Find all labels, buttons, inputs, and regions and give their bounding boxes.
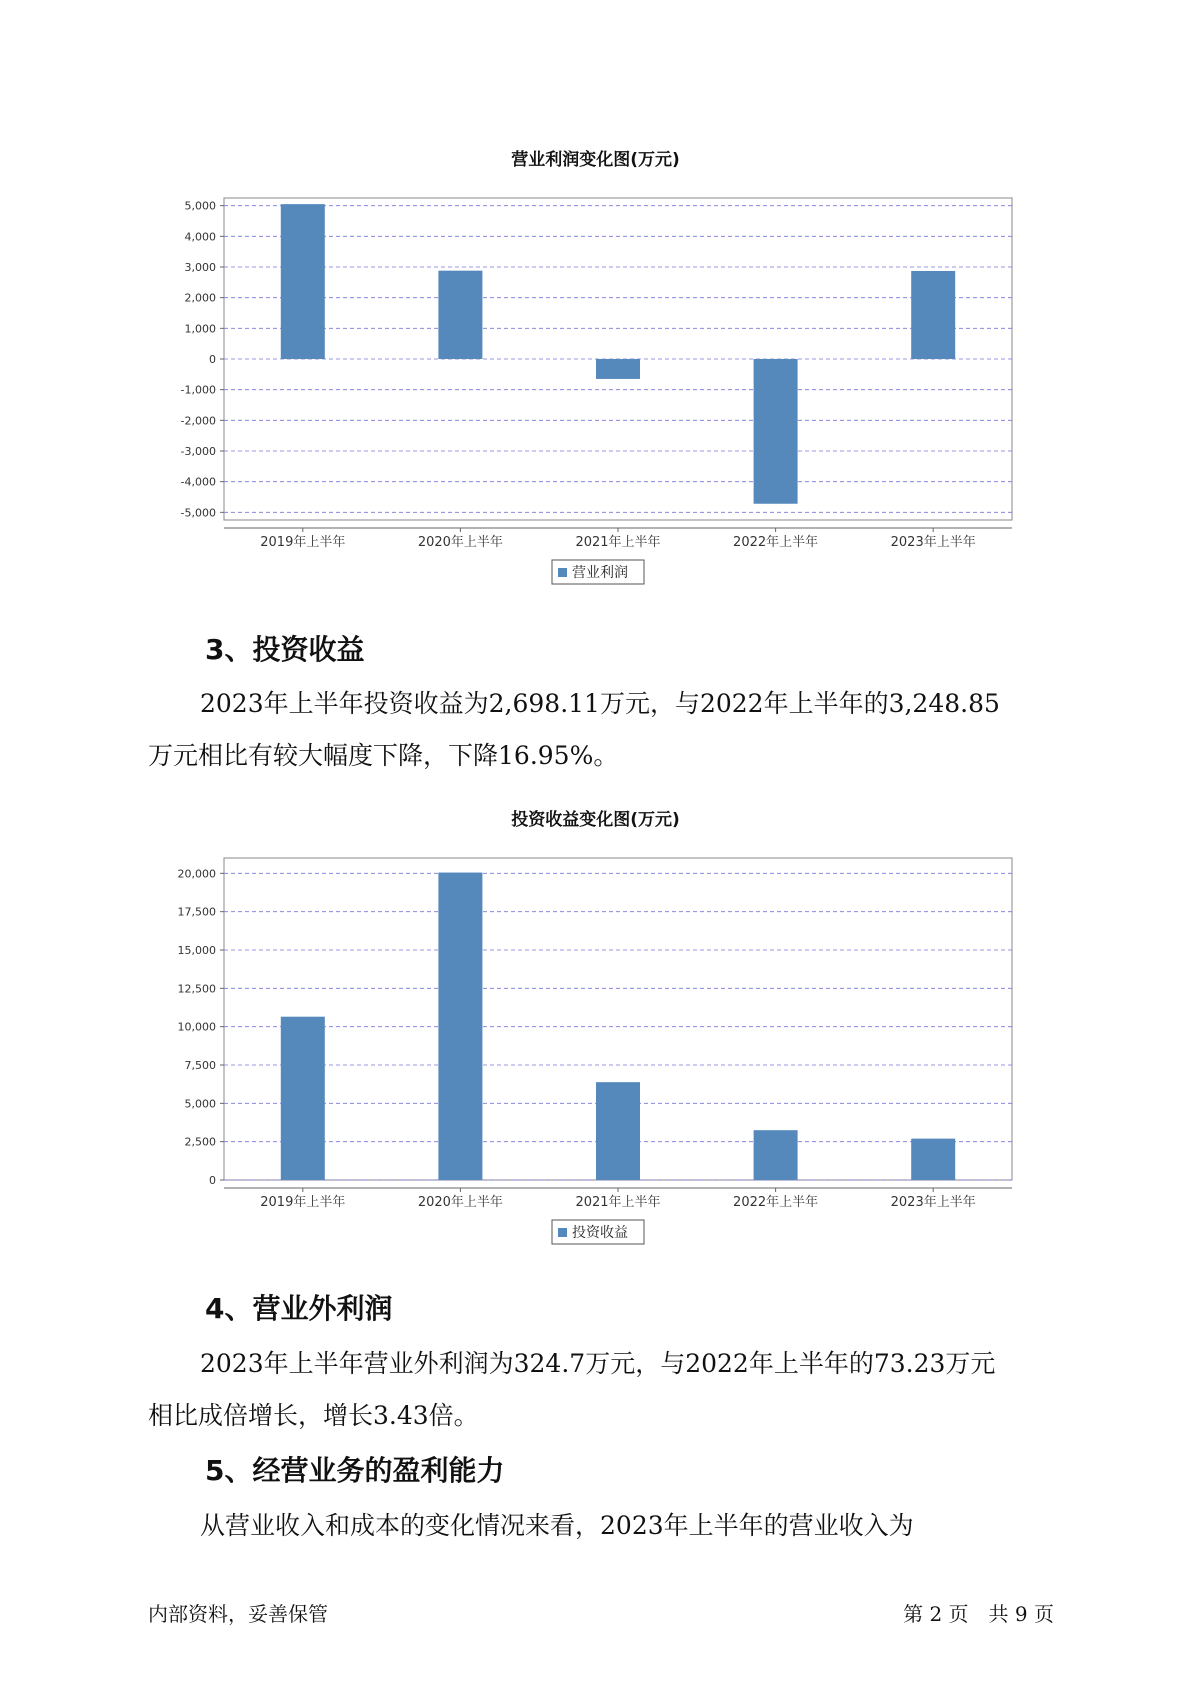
bar xyxy=(281,204,325,359)
section-heading-profitability: 5、经营业务的盈利能力 xyxy=(205,1454,505,1487)
operating-profit-chart xyxy=(0,150,1191,590)
x-tick-label: 2021年上半年 xyxy=(575,535,661,550)
chart1-title: 营业利润变化图(万元) xyxy=(511,150,680,170)
footer-confidential-note: 内部资料，妥善保管 xyxy=(148,1602,328,1626)
section-heading-investment-income: 3、投资收益 xyxy=(205,633,365,666)
legend-label: 投资收益 xyxy=(572,1225,628,1241)
paragraph-line: 从营业收入和成本的变化情况来看，2023年上半年的营业收入为 xyxy=(200,1511,914,1540)
bar xyxy=(754,359,798,504)
bar xyxy=(438,271,482,359)
chart2-title: 投资收益变化图(万元) xyxy=(511,810,680,830)
paragraph-non-operating-profit xyxy=(148,1338,1048,1442)
paragraph-line: 万元相比有较大幅度下降，下降16.95%。 xyxy=(148,741,619,770)
paragraph-investment-income xyxy=(148,678,1048,782)
y-tick-label: 3,000 xyxy=(184,261,216,274)
legend-label: 营业利润 xyxy=(572,565,628,581)
legend-swatch xyxy=(558,568,567,577)
x-tick-label: 2022年上半年 xyxy=(733,535,819,550)
y-tick-label: -1,000 xyxy=(180,383,216,397)
y-tick-label: 0 xyxy=(209,353,216,366)
x-tick-label: 2019年上半年 xyxy=(260,535,346,550)
x-tick-label: 2019年上半年 xyxy=(260,1195,346,1210)
y-tick-label: 5,000 xyxy=(184,199,216,213)
y-tick-label: -2,000 xyxy=(180,414,216,428)
x-tick-label: 2023年上半年 xyxy=(890,1195,976,1210)
x-tick-label: 2023年上半年 xyxy=(890,535,976,550)
bar xyxy=(596,359,640,379)
y-tick-label: 2,000 xyxy=(184,291,216,305)
bar xyxy=(911,1139,955,1180)
bar xyxy=(754,1130,798,1180)
section-heading-non-operating-profit: 4、营业外利润 xyxy=(205,1292,393,1325)
y-tick-label: 5,000 xyxy=(184,1097,216,1111)
y-tick-label: 0 xyxy=(209,1174,216,1187)
y-tick-label: -4,000 xyxy=(180,475,216,489)
y-tick-label: 10,000 xyxy=(177,1020,216,1034)
bar xyxy=(911,271,955,359)
y-tick-label: 2,500 xyxy=(184,1135,216,1149)
y-tick-label: 20,000 xyxy=(177,867,216,881)
x-tick-label: 2021年上半年 xyxy=(575,1195,661,1210)
footer-page-number: 第 2 页 共 9 页 xyxy=(903,1602,1054,1626)
paragraph-line: 相比成倍增长，增长3.43倍。 xyxy=(148,1401,479,1430)
bar xyxy=(438,873,482,1180)
legend-swatch xyxy=(558,1228,567,1237)
y-tick-label: 12,500 xyxy=(177,982,216,996)
y-tick-label: 17,500 xyxy=(177,905,216,919)
y-tick-label: 1,000 xyxy=(184,322,216,336)
bar xyxy=(596,1082,640,1180)
x-tick-label: 2020年上半年 xyxy=(417,1195,503,1210)
bar xyxy=(281,1017,325,1180)
y-tick-label: -5,000 xyxy=(180,506,216,520)
paragraph-profitability xyxy=(148,1500,1048,1552)
x-tick-label: 2020年上半年 xyxy=(417,535,503,550)
investment-income-chart xyxy=(0,810,1191,1250)
x-tick-label: 2022年上半年 xyxy=(733,1195,819,1210)
y-tick-label: 7,500 xyxy=(184,1059,216,1072)
y-tick-label: -3,000 xyxy=(180,445,216,458)
y-tick-label: 15,000 xyxy=(177,944,216,957)
paragraph-line: 2023年上半年投资收益为2,698.11万元，与2022年上半年的3,248.85 xyxy=(200,689,1000,718)
paragraph-line: 2023年上半年营业外利润为324.7万元，与2022年上半年的73.23万元 xyxy=(200,1349,996,1378)
y-tick-label: 4,000 xyxy=(184,230,216,244)
